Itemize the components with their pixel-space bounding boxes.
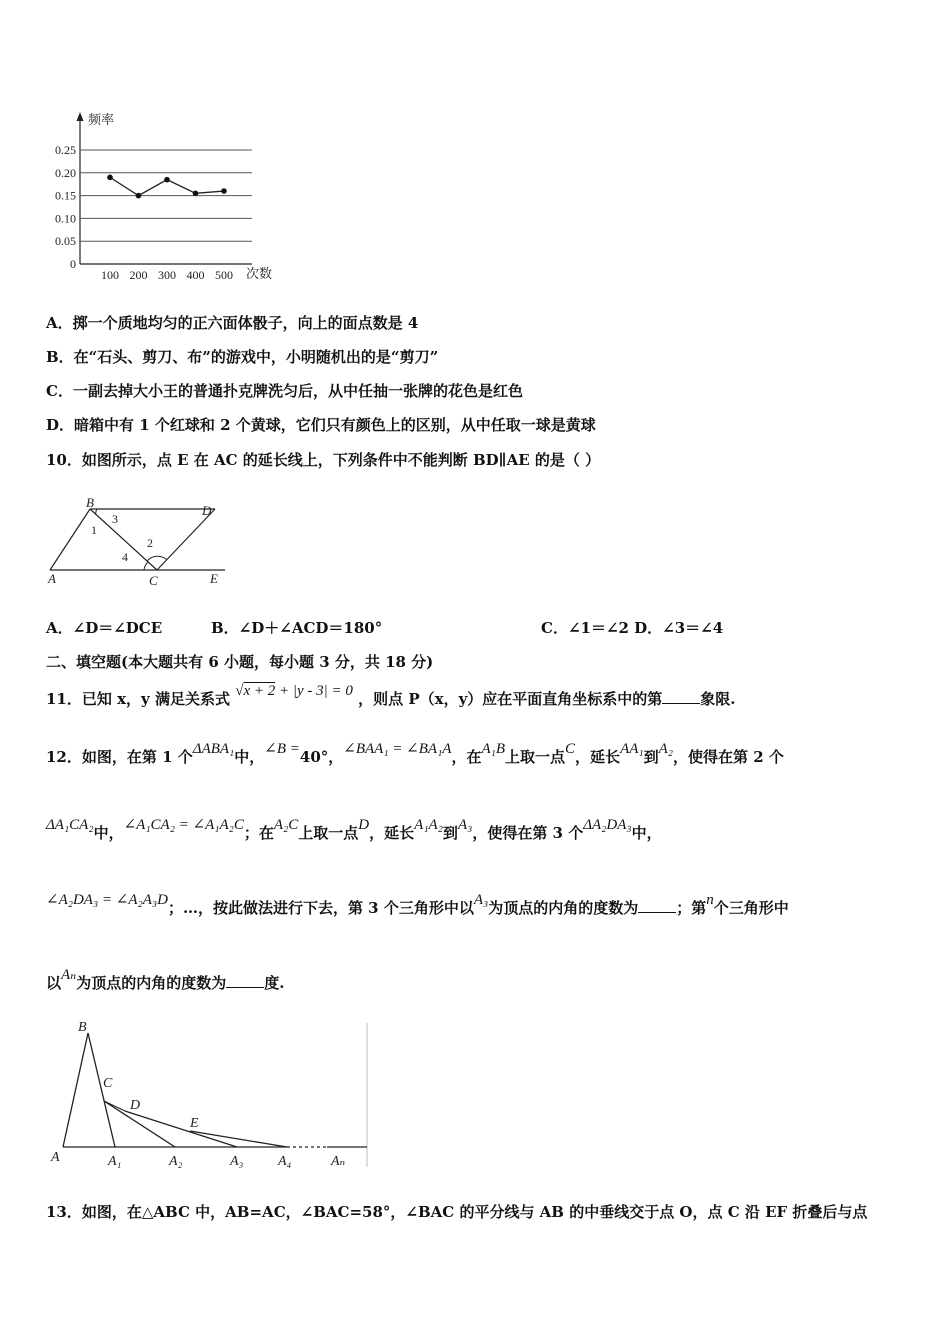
q10-option-cd: C．∠1＝∠2 D．∠3＝∠4	[541, 619, 724, 637]
q12-line-2	[46, 817, 662, 843]
q12-l1-m1: ΔABA₁	[192, 741, 235, 757]
q12-l2-m6: A₃	[457, 817, 473, 833]
q11-line	[46, 683, 736, 709]
frequency-chart	[40, 108, 300, 288]
q11-prefix: 11．已知 x，y 满足关系式	[46, 690, 230, 708]
data-point	[193, 191, 199, 197]
q12-l1-t3: 40°，	[299, 748, 344, 766]
q12-label-d: D	[130, 1098, 141, 1113]
q12-l2-t7: 中，	[631, 824, 662, 842]
q12-l1-t2: 中，	[234, 748, 265, 766]
x-tick-label: 300	[158, 268, 176, 282]
y-tick-label: 0.15	[55, 188, 76, 203]
q12-answer-blank-2[interactable]	[226, 975, 264, 988]
q12-l1-t1: 12．如图，在第 1 个	[46, 748, 193, 766]
q12-l1-m5: C	[565, 741, 576, 757]
q12-label-a2: A₂	[169, 1154, 183, 1169]
x-tick-label: 500	[215, 268, 233, 282]
q12-l2-m1: ΔA₁CA₂	[46, 817, 94, 833]
q12-l1-m4: A₁B	[481, 741, 506, 757]
q12-l2-m7: ΔA₂DA₃	[583, 817, 632, 833]
q12-l1-t7: 到	[643, 748, 659, 766]
q12-l3-t3: ；第	[676, 899, 707, 917]
data-point	[221, 188, 227, 194]
q12-label-e: E	[190, 1116, 199, 1131]
x-axis-label: 次数	[246, 266, 273, 281]
q10-option-a: A．∠D＝∠DCE	[46, 619, 163, 637]
q12-l1-m7: A₂	[658, 741, 674, 757]
q9-option-d: D．暗箱中有 1 个红球和 2 个黄球，它们只有颜色上的区别，从中任取一球是黄球	[46, 416, 596, 434]
q10-label-c: C	[149, 573, 158, 588]
q10-angle-3: 3	[112, 512, 118, 526]
q12-label-a: A	[51, 1150, 60, 1165]
q12-label-b: B	[78, 1020, 87, 1035]
q11-end: 象限.	[700, 690, 736, 708]
q9-option-b: B．在“石头、剪刀、布”的游戏中，小明随机出的是“剪刀”	[46, 348, 439, 366]
y-axis-arrow	[77, 112, 84, 121]
q12-line-3	[46, 892, 789, 918]
q12-l1-m3: ∠BAA₁ = ∠BA₁A	[343, 741, 452, 757]
q12-l1-t5: 上取一点	[505, 748, 566, 766]
q12-l3-t1: ；…，按此做法进行下去，第 3 个三角形中以	[167, 899, 474, 917]
q11-formula-rest: + |y - 3| = 0	[278, 683, 353, 699]
q12-label-a1: A₁	[108, 1154, 122, 1169]
q12-line-1	[46, 741, 784, 767]
x-tick-label: 100	[101, 268, 119, 282]
q10-option-b: B．∠D＋∠ACD＝180°	[211, 619, 383, 637]
q12-l4-t3: 度.	[264, 974, 285, 992]
q10-angle-4: 4	[122, 550, 128, 564]
data-point	[136, 193, 142, 199]
q12-l2-t1: 中，	[93, 824, 124, 842]
q10-angle-1: 1	[91, 523, 97, 537]
y-tick-label: 0.05	[55, 234, 76, 249]
q12-figure	[45, 1015, 375, 1175]
data-point	[164, 177, 170, 183]
q12-l1-m6: AA₁	[620, 741, 644, 757]
y-tick-label: 0.20	[55, 165, 76, 180]
q12-label-a3: A₃	[230, 1154, 244, 1169]
q12-label-a4: A₄	[278, 1154, 292, 1169]
x-tick-label: 400	[186, 268, 205, 282]
q12-l1-t4: ，在	[451, 748, 482, 766]
q12-l3-t2: 为顶点的内角的度数为	[488, 899, 639, 917]
q12-l2-t5: 到	[442, 824, 458, 842]
q11-formula: √x + 2 + |y - 3| = 0	[235, 683, 353, 699]
q12-l4-t2: 为顶点的内角的度数为	[76, 974, 227, 992]
q12-line-4	[46, 967, 285, 993]
q12-label-c: C	[103, 1076, 113, 1091]
gridlines	[80, 150, 252, 241]
x-tick-labels	[101, 268, 233, 282]
section-title: 二、填空题(本大题共有 6 小题，每小题 3 分，共 18 分)	[46, 653, 434, 671]
y-tick-label: 0.25	[55, 143, 76, 157]
q12-l4-t1: 以	[46, 974, 62, 992]
q11-suffix: ，则点 P（x，y）应在平面直角坐标系中的第	[358, 690, 663, 708]
q12-l4-m1: Aₙ	[61, 967, 77, 983]
q12-l2-m3: A₂C	[273, 817, 299, 833]
q12-label-an: Aₙ	[331, 1154, 346, 1169]
data-point	[107, 175, 113, 181]
q10-angle-2: 2	[147, 536, 153, 550]
y-axis-label: 频率	[88, 112, 115, 127]
x-tick-label: 200	[129, 268, 148, 282]
q12-l2-m5: A₁A₂	[414, 817, 443, 833]
q12-l2-t2: ；在	[243, 824, 274, 842]
q12-l3-t4: 个三角形中	[713, 899, 789, 917]
q12-l3-m3: n	[706, 892, 714, 908]
q12-l2-t3: 上取一点	[298, 824, 359, 842]
q13-text: 13．如图，在△ABC 中，AB=AC，∠BAC=58°，∠BAC 的平分线与 AB 的中垂线交于点 O，点 C 沿 EF 折叠后与点	[46, 1203, 868, 1221]
q10-label-e: E	[210, 571, 218, 586]
q12-l2-m2: ∠A₁CA₂ = ∠A₁A₂C	[123, 817, 244, 833]
q12-answer-blank-1[interactable]	[638, 900, 676, 913]
q12-l2-t6: ，使得在第 3 个	[472, 824, 584, 842]
y-tick-label: 0	[70, 257, 76, 271]
q12-l2-m4: D	[358, 817, 370, 833]
q12-l1-m2: ∠B =	[264, 741, 300, 757]
q10-figure	[40, 495, 240, 590]
q11-answer-blank[interactable]	[662, 691, 700, 704]
q10-stem: 10．如图所示，点 E 在 AC 的延长线上，下列条件中不能判断 BD∥AE 的是（ ）	[46, 451, 601, 469]
q12-l3-m2: A₃	[473, 892, 489, 908]
q10-label-a: A	[48, 571, 56, 586]
y-tick-label: 0.10	[55, 211, 76, 226]
y-tick-labels	[55, 143, 76, 271]
q10-label-d: D	[202, 503, 212, 518]
q10-label-b: B	[86, 495, 94, 510]
q12-l2-t4: ，延长	[369, 824, 415, 842]
q9-option-c: C．一副去掉大小王的普通扑克牌洗匀后，从中任抽一张牌的花色是红色	[46, 382, 523, 400]
q12-l3-m1: ∠A₂DA₃ = ∠A₂A₃D	[46, 892, 168, 908]
q11-sqrt-arg: x + 2	[243, 683, 276, 699]
q9-option-a: A．掷一个质地均匀的正六面体骰子，向上的面点数是 4	[46, 314, 419, 332]
q12-l1-t8: ，使得在第 2 个	[673, 748, 784, 766]
q12-l1-t6: ，延长	[575, 748, 621, 766]
